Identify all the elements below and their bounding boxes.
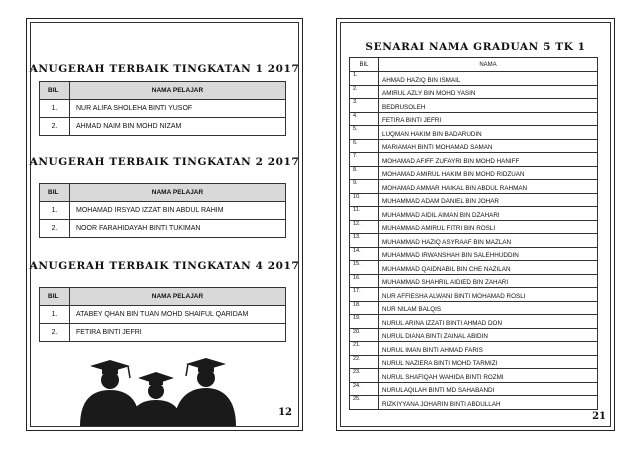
student-name: AHMAD NAIM BIN MOHD NIZAM <box>70 118 286 136</box>
table-row <box>350 139 598 153</box>
row-number: 22. <box>350 355 379 369</box>
column-header-nama: NAMA PELAJAR <box>70 288 286 306</box>
student-name: ATABEY QHAN BIN TUAN MOHD SHAIFUL QARIDAM <box>70 306 286 324</box>
column-header-bil: BIL <box>350 58 379 72</box>
row-number: 19. <box>350 315 379 329</box>
graduate-table-body <box>350 72 598 410</box>
student-name: MARIAMAH BINTI MOHAMAD SAMAN <box>379 139 598 153</box>
section-title-form2: ANUGERAH TERBAIK TINGKATAN 2 2017 <box>29 156 300 168</box>
row-number: 9. <box>350 180 379 194</box>
row-number: 24. <box>350 382 379 396</box>
row-number: 12. <box>350 220 379 234</box>
column-header-nama: NAMA PELAJAR <box>70 82 286 100</box>
student-name: NUR ALIFA SHOLEHA BINTI YUSOF <box>70 100 286 118</box>
row-number: 1. <box>40 202 70 220</box>
table-row <box>350 342 598 356</box>
table-row <box>350 112 598 126</box>
student-name: MOHAMAD AFIFF ZUFAYRI BIN MOHD HANIFF <box>379 153 598 167</box>
student-name: LUQMAN HAKIM BIN BADARUDIN <box>379 126 598 140</box>
student-name: MUHAMMAD IRWANSHAH BIN SALEHHUDDIN <box>379 247 598 261</box>
student-name: MOHAMAD AMIRUL HAKIM BIN MOHD RIDZUAN <box>379 166 598 180</box>
table-row <box>350 315 598 329</box>
table-row <box>350 301 598 315</box>
row-number: 7. <box>350 153 379 167</box>
student-name: AMIRUL AZLY BIN MOHD YASIN <box>379 85 598 99</box>
table-row <box>350 382 598 396</box>
table-row <box>350 72 598 86</box>
row-number: 2. <box>40 324 70 342</box>
table-row <box>350 153 598 167</box>
table-row <box>350 247 598 261</box>
table-row <box>350 180 598 194</box>
row-number: 14. <box>350 247 379 261</box>
table-row <box>350 234 598 248</box>
student-name: MUHAMMAD QAIDNABIL BIN CHE NAZILAN <box>379 261 598 275</box>
row-number: 21. <box>350 342 379 356</box>
row-number: 4. <box>350 112 379 126</box>
student-name: NURUL NAZIERA BINTI MOHD TARMIZI <box>379 355 598 369</box>
award-table-form1 <box>39 81 286 136</box>
student-name: AHMAD HAZIQ BIN ISMAIL <box>379 72 598 86</box>
row-number: 15. <box>350 261 379 275</box>
student-name: MUHAMMAD HAZIQ ASYRAAF BIN MAZLAN <box>379 234 598 248</box>
table-row <box>40 306 286 324</box>
row-number: 18. <box>350 301 379 315</box>
student-name: NURUL IMAN BINTI AHMAD FARIS <box>379 342 598 356</box>
table-row <box>350 99 598 113</box>
row-number: 5. <box>350 126 379 140</box>
table-row <box>40 220 286 238</box>
graduate-list-title: SENARAI NAMA GRADUAN 5 TK 1 <box>365 41 586 53</box>
student-name: MUHAMMAD SHAHRIL AIDIED BIN ZAHARI <box>379 274 598 288</box>
table-row <box>40 324 286 342</box>
student-name: MUHAMMAD AIDIL AIMAN BIN DZAHARI <box>379 207 598 221</box>
student-name: NURUL DIANA BINTI ZAINAL ABIDIN <box>379 328 598 342</box>
student-name: MUHAMMAD ADAM DANIEL BIN JOHAR <box>379 193 598 207</box>
table-row <box>350 207 598 221</box>
section-title-form4: ANUGERAH TERBAIK TINGKATAN 4 2017 <box>29 260 300 272</box>
row-number: 3. <box>350 99 379 113</box>
student-name: FETIRA BINTI JEFRI <box>379 112 598 126</box>
table-row <box>350 288 598 302</box>
table-row <box>350 166 598 180</box>
award-table-form2 <box>39 183 286 238</box>
table-row <box>350 261 598 275</box>
student-name: FETIRA BINTI JEFRI <box>70 324 286 342</box>
column-header-bil: BIL <box>40 82 70 100</box>
student-name: NURUL ARINA IZZATI BINTI AHMAD DON <box>379 315 598 329</box>
table-row <box>350 193 598 207</box>
award-table-form4 <box>39 287 286 342</box>
row-number: 1. <box>350 72 379 86</box>
student-name: NOOR FARAHIDAYAH BINTI TUKIMAN <box>70 220 286 238</box>
row-number: 1. <box>40 100 70 118</box>
student-name: MUHAMMAD AMIRUL FITRI BIN ROSLI <box>379 220 598 234</box>
student-name: NUR AFFIESHA ALWANI BINTI MOHAMAD ROSLI <box>379 288 598 302</box>
row-number: 2. <box>40 220 70 238</box>
row-number: 1. <box>40 306 70 324</box>
page-number: 21 <box>592 411 606 422</box>
row-number: 16. <box>350 274 379 288</box>
column-header-nama: NAMA <box>379 58 598 72</box>
page-number: 12 <box>278 407 292 418</box>
table-row <box>350 328 598 342</box>
row-number: 25. <box>350 396 379 410</box>
row-number: 13. <box>350 234 379 248</box>
row-number: 23. <box>350 369 379 383</box>
column-header-bil: BIL <box>40 288 70 306</box>
right-page <box>336 18 615 431</box>
student-name: MOHAMAD AMMAR HAIKAL BIN ABDUL RAHMAN <box>379 180 598 194</box>
table-row <box>350 355 598 369</box>
row-number: 2. <box>40 118 70 136</box>
row-number: 2. <box>350 85 379 99</box>
section-title-form1: ANUGERAH TERBAIK TINGKATAN 1 2017 <box>29 63 300 75</box>
student-name: BEDRUSOLEH <box>379 99 598 113</box>
row-number: 11. <box>350 207 379 221</box>
table-row <box>350 85 598 99</box>
table-row <box>350 126 598 140</box>
graduate-table <box>349 57 598 410</box>
column-header-bil: BIL <box>40 184 70 202</box>
row-number: 6. <box>350 139 379 153</box>
row-number: 17. <box>350 288 379 302</box>
row-number: 8. <box>350 166 379 180</box>
table-row <box>350 369 598 383</box>
student-name: NURUL SHAFIQAH WAHIDA BINTI ROZMI <box>379 369 598 383</box>
table-row <box>40 202 286 220</box>
row-number: 10. <box>350 193 379 207</box>
column-header-nama: NAMA PELAJAR <box>70 184 286 202</box>
table-row <box>40 118 286 136</box>
graduates-silhouette-icon <box>50 356 250 426</box>
student-name: NURULAQILAH BINTI MD SAHABANDI <box>379 382 598 396</box>
student-name: RIZKIYYANA JOHARIN BINTI ABDULLAH <box>379 396 598 410</box>
table-row <box>350 274 598 288</box>
table-row <box>350 220 598 234</box>
student-name: NUR NILAM BALQIS <box>379 301 598 315</box>
row-number: 20. <box>350 328 379 342</box>
table-row <box>40 100 286 118</box>
student-name: MOHAMAD IRSYAD IZZAT BIN ABDUL RAHIM <box>70 202 286 220</box>
table-row <box>350 396 598 410</box>
